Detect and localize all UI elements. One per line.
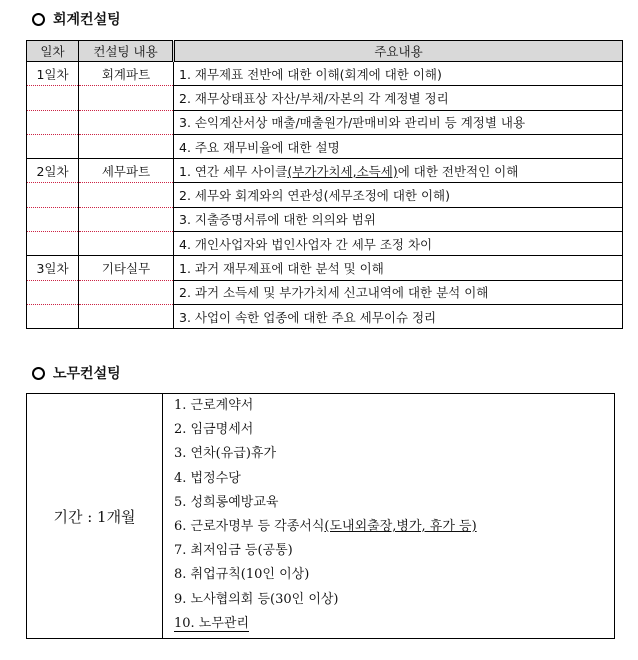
table-row (27, 232, 623, 256)
table-header-row (27, 41, 623, 62)
content-cell: 4. 개인사업자와 법인사업자 간 세무 조정 차이 (174, 232, 623, 256)
content-cell (174, 159, 623, 183)
table-row (27, 110, 623, 134)
forms-underlined-detail: (도내외출장,병가, 휴가 등) (324, 518, 477, 534)
table-row (27, 207, 623, 231)
list-item: 5. 성희롱예방교육 (174, 494, 279, 510)
content-cell: 2. 과거 소득세 및 부가가치세 신고내역에 대한 분석 이해 (174, 280, 623, 304)
area-cell: 기타실무 (79, 256, 174, 280)
labor-heading-text: 노무컨설팅 (53, 366, 121, 382)
table-row (27, 62, 623, 86)
content-cell: 2. 세무와 회계와의 연관성(세무조정에 대한 이해) (174, 183, 623, 207)
content-cell: 4. 주요 재무비율에 대한 설명 (174, 134, 623, 158)
tax-cycle-underlined: (부가가치세,소득세) (287, 163, 398, 179)
header-day: 일차 (27, 41, 79, 62)
list-item: 1. 근로계약서 (174, 398, 254, 413)
forms-label: 6. 근로자명부 등 각종서식 (174, 518, 325, 534)
list-item (174, 613, 477, 637)
tax-cycle-suffix: 에 대한 전반적인 이해 (397, 163, 519, 179)
accounting-heading-text: 회계컨설팅 (53, 12, 121, 28)
period-cell: 기간 : 1개월 (27, 394, 163, 638)
table-row (27, 256, 623, 280)
table-row (27, 183, 623, 207)
list-item: 2. 임금명세서 (174, 422, 254, 438)
content-cell: 1. 과거 재무제표에 대한 분석 및 이해 (174, 256, 623, 280)
table-row (27, 304, 623, 328)
list-item (174, 516, 477, 540)
day-cell: 2일차 (27, 159, 79, 183)
content-cell: 3. 사업이 속한 업종에 대한 주요 세무이슈 정리 (174, 304, 623, 328)
circle-bullet-icon (32, 367, 45, 380)
labor-item-list (174, 395, 477, 637)
day-cell: 3일차 (27, 256, 79, 280)
list-item: 4. 법정수당 (174, 470, 241, 486)
content-cell: 1. 재무제표 전반에 대한 이해(회계에 대한 이해) (174, 62, 623, 86)
tax-cycle-prefix: 1. 연간 세무 사이클 (179, 163, 288, 179)
list-item: 8. 취업규칙(10인 이상) (174, 567, 310, 583)
list-item: 3. 연차(유급)휴가 (174, 446, 277, 462)
list-item: 9. 노사협의회 등(30인 이상) (174, 591, 339, 607)
accounting-consulting-table (26, 40, 623, 329)
accounting-section-heading (32, 9, 121, 29)
header-main-content: 주요내용 (174, 41, 623, 62)
table-row (27, 86, 623, 110)
table-row (27, 159, 623, 183)
list-item: 7. 최저임금 등(공통) (174, 543, 293, 559)
area-cell: 회계파트 (79, 62, 174, 86)
content-cell: 3. 손익계산서상 매출/매출원가/판매비와 관리비 등 계정별 내용 (174, 110, 623, 134)
content-cell: 2. 재무상태표상 자산/부채/자본의 각 계정별 정리 (174, 86, 623, 110)
labor-section-heading (32, 363, 121, 383)
table-row (27, 280, 623, 304)
labor-management-item: 10. 노무관리 (174, 615, 250, 631)
circle-bullet-icon (32, 13, 45, 26)
labor-consulting-box (26, 393, 615, 639)
day-cell: 1일차 (27, 62, 79, 86)
table-row (27, 134, 623, 158)
header-consulting-content: 컨설팅 내용 (79, 41, 174, 62)
content-cell: 3. 지출증명서류에 대한 의의와 범위 (174, 207, 623, 231)
area-cell: 세무파트 (79, 159, 174, 183)
